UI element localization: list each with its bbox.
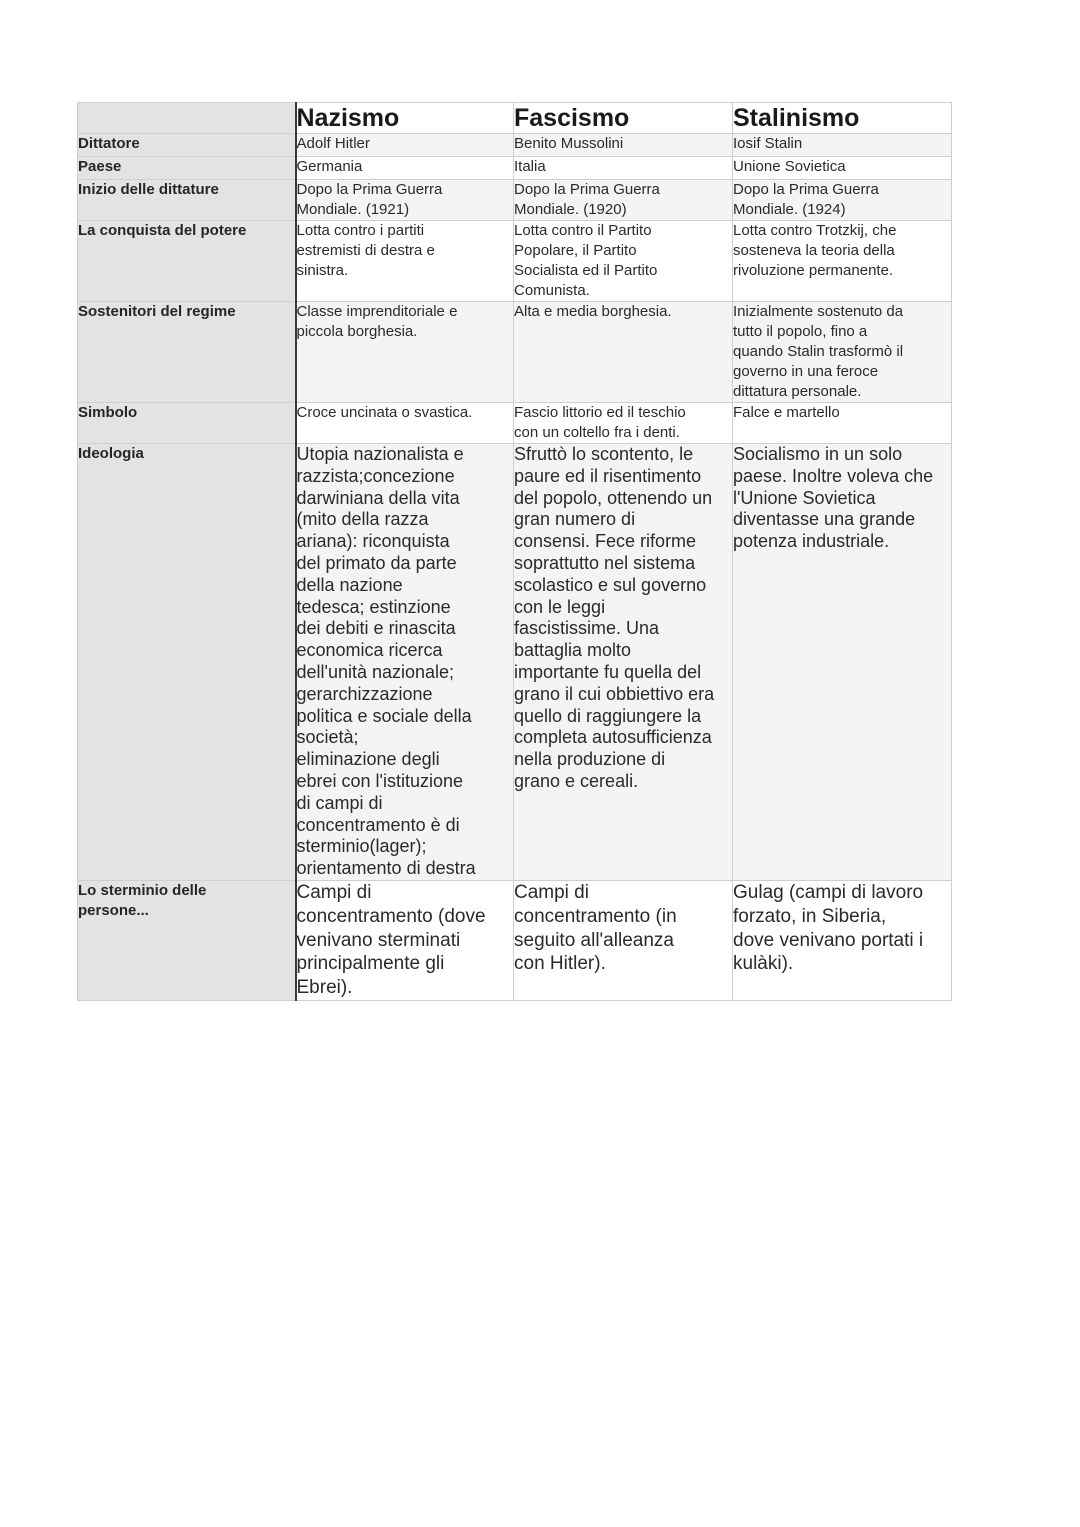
table-cell: Lotta contro Trotzkij, che sosteneva la teoria della rivoluzione permanente. — [733, 221, 952, 302]
table-cell: Falce e martello — [733, 403, 952, 444]
table-cell: Iosif Stalin — [733, 134, 952, 157]
row-label: Dittatore — [78, 134, 296, 157]
comparison-table — [77, 102, 952, 1001]
table-row — [78, 880, 952, 1000]
row-label: Lo sterminio delle persone... — [78, 880, 296, 1000]
table-row — [78, 403, 952, 444]
column-header-fascismo: Fascismo — [514, 103, 733, 134]
row-label: Paese — [78, 157, 296, 180]
table-row — [78, 134, 952, 157]
table-cell: Dopo la Prima Guerra Mondiale. (1924) — [733, 180, 952, 221]
corner-cell — [78, 103, 296, 134]
column-header-nazismo: Nazismo — [296, 103, 514, 134]
table-cell: Inizialmente sostenuto da tutto il popolo, fino a quando Stalin trasformò il governo in una feroce dittatura personale. — [733, 302, 952, 403]
row-label: La conquista del potere — [78, 221, 296, 302]
table-cell: Socialismo in un solo paese. Inoltre voleva che l'Unione Sovietica diventasse una grande potenza industriale. — [733, 444, 952, 881]
table-row — [78, 180, 952, 221]
table-cell: Classe imprenditoriale e piccola borghesia. — [296, 302, 514, 403]
table-cell: Gulag (campi di lavoro forzato, in Siberia, dove venivano portati i kulàki). — [733, 880, 952, 1000]
row-label: Inizio delle dittature — [78, 180, 296, 221]
table-cell: Sfruttò lo scontento, le paure ed il risentimento del popolo, ottenendo un gran numero di consensi. Fece riforme soprattutto nel sistema scolastico e sul governo con le leggi fascistissime. Una battaglia molto importante fu quella del grano il cui obbiettivo era quello di raggiungere la completa autosufficienza nella produzione di grano e cereali. — [514, 444, 733, 881]
table-row — [78, 444, 952, 881]
column-header-stalinismo: Stalinismo — [733, 103, 952, 134]
table-row — [78, 157, 952, 180]
table-cell: Campi di concentramento (in seguito all'alleanza con Hitler). — [514, 880, 733, 1000]
table-cell: Germania — [296, 157, 514, 180]
table-cell: Utopia nazionalista e razzista;concezione darwiniana della vita (mito della razza ariana): riconquista del primato da parte della nazione tedesca; estinzione dei debiti e rinascita economica ricerca dell'unità nazionale; gerarchizzazione politica e sociale della società; eliminazione degli ebrei con l'istituzione di campi di concentramento è di sterminio(lager); orientamento di destra — [296, 444, 514, 881]
row-label: Sostenitori del regime — [78, 302, 296, 403]
table-cell: Unione Sovietica — [733, 157, 952, 180]
table-cell: Adolf Hitler — [296, 134, 514, 157]
table-cell: Fascio littorio ed il teschio con un coltello fra i denti. — [514, 403, 733, 444]
table-cell: Dopo la Prima Guerra Mondiale. (1920) — [514, 180, 733, 221]
table-cell: Benito Mussolini — [514, 134, 733, 157]
row-label: Ideologia — [78, 444, 296, 881]
table-cell: Campi di concentramento (dove venivano sterminati principalmente gli Ebrei). — [296, 880, 514, 1000]
header-row — [78, 103, 952, 134]
table-cell: Dopo la Prima Guerra Mondiale. (1921) — [296, 180, 514, 221]
table-cell: Lotta contro i partiti estremisti di destra e sinistra. — [296, 221, 514, 302]
table-row — [78, 221, 952, 302]
table-cell: Italia — [514, 157, 733, 180]
row-label: Simbolo — [78, 403, 296, 444]
table-cell: Croce uncinata o svastica. — [296, 403, 514, 444]
table-row — [78, 302, 952, 403]
table-cell: Alta e media borghesia. — [514, 302, 733, 403]
table-cell: Lotta contro il Partito Popolare, il Partito Socialista ed il Partito Comunista. — [514, 221, 733, 302]
